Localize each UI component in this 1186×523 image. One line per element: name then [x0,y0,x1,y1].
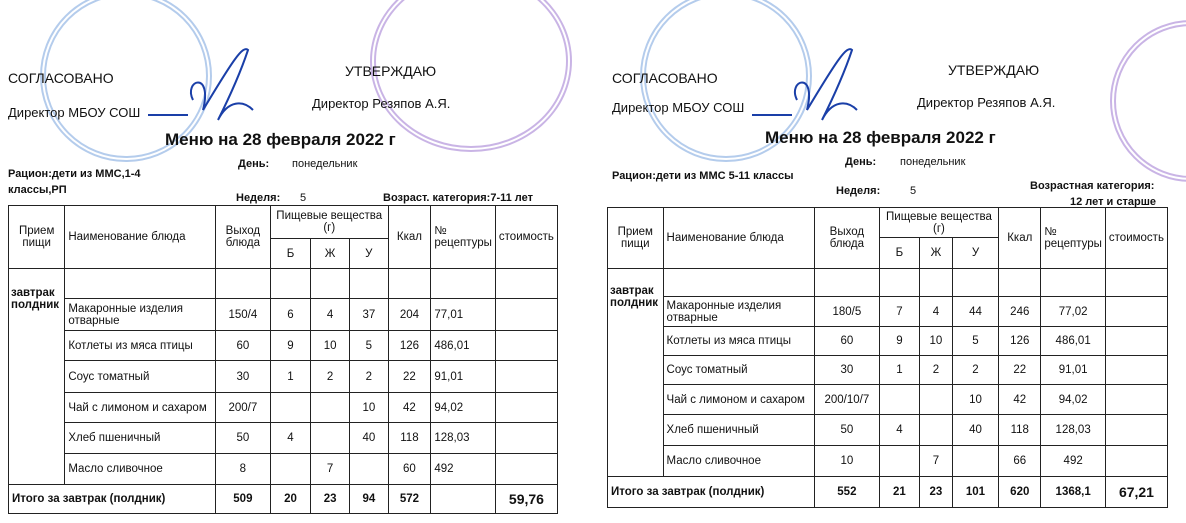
fat [920,415,953,446]
director-school: Директор МБОУ СОШ [8,105,141,120]
header-b: Б [271,239,311,269]
cost [1105,446,1167,477]
dish-name: Чай с лимоном и сахаром [65,393,215,423]
dish-name: Хлеб пшеничный [663,415,814,446]
day-label: День: [845,156,877,168]
fat: 10 [311,331,350,361]
total-row [9,485,558,514]
stamp-right-entrepreneur [1110,20,1186,182]
carbs: 5 [952,327,998,356]
protein: 1 [271,361,311,393]
yield: 50 [815,415,880,446]
fat: 4 [920,297,953,327]
kcal: 22 [999,356,1041,385]
fat [311,423,350,454]
day-value: понедельник [900,156,966,168]
header-yield: Выход блюда [215,206,270,269]
director-name: Директор Резяпов А.Я. [312,96,451,111]
yield: 30 [215,361,270,393]
approved-label: УТВЕРЖДАЮ [948,62,1040,78]
dish-name: Котлеты из мяса птицы [663,327,814,356]
protein [271,454,311,485]
menu-title: Меню на 28 февраля 2022 г [765,128,996,147]
recipe-number: 486,01 [1041,327,1106,356]
dish-name: Чай с лимоном и сахаром [663,385,814,415]
table-row [9,454,558,485]
carbs: 10 [350,393,388,423]
meal-cell [608,446,664,477]
kcal: 118 [388,423,431,454]
kcal: 126 [999,327,1041,356]
week-label: Неделя: [836,185,881,197]
dish-name: Масло сливочное [663,446,814,477]
cost [495,423,557,454]
empty-cell [920,269,953,297]
meal-cell [608,415,664,446]
empty-cell [350,269,388,299]
total-yield: 552 [815,477,880,508]
empty-cell [495,269,557,299]
meal-cell [608,385,664,415]
table-row [608,356,1168,385]
recipe-number: 128,03 [431,423,496,454]
protein: 7 [879,297,919,327]
empty-cell [879,269,919,297]
empty-cell [388,269,431,299]
week-label: Неделя: [236,192,281,204]
age-category: Возраст. категория:7-11 лет [383,192,533,204]
yield: 200/10/7 [815,385,880,415]
table-row [9,423,558,454]
total-label: Итого за завтрак (полдник) [9,485,216,514]
protein [879,446,919,477]
carbs [350,454,388,485]
menu-title: Меню на 28 февраля 2022 г [165,130,396,149]
header-zh: Ж [920,238,953,269]
yield: 30 [815,356,880,385]
table-row [608,297,1168,327]
director-name: Директор Резяпов А.Я. [917,95,1056,110]
yield: 200/7 [215,393,270,423]
empty-cell [999,269,1041,297]
empty-cell [65,269,215,299]
empty-cell [663,269,814,297]
dish-name: Котлеты из мяса птицы [65,331,215,361]
header-kcal: Ккал [388,206,431,269]
carbs: 40 [952,415,998,446]
cost [1105,415,1167,446]
table-row [608,385,1168,415]
protein [271,393,311,423]
header-nutrients: Пищевые вещества (г) [879,208,998,238]
kcal: 60 [388,454,431,485]
total-protein: 20 [271,485,311,514]
recipe-number: 486,01 [431,331,496,361]
header-yield: Выход блюда [815,208,880,269]
cost [1105,356,1167,385]
cost [495,299,557,331]
total-protein: 21 [879,477,919,508]
approved-label: УТВЕРЖДАЮ [345,63,437,79]
yield: 150/4 [215,299,270,331]
menu-table [607,207,1168,508]
fat [920,385,953,415]
fat: 10 [920,327,953,356]
meal-name-breakfast: завтрак [9,269,65,299]
protein: 9 [879,327,919,356]
dish-name: Макаронные изделия отварные [65,299,215,331]
cost [1105,297,1167,327]
empty-cell [815,269,880,297]
agreed-label: СОГЛАСОВАНО [8,70,114,86]
recipe-number: 492 [1041,446,1106,477]
meal-cell [9,361,65,393]
protein: 4 [879,415,919,446]
total-cost: 67,21 [1105,477,1167,508]
header-b: Б [879,238,919,269]
header-zh: Ж [311,239,350,269]
week-value: 5 [300,192,307,204]
kcal: 42 [388,393,431,423]
cost [495,454,557,485]
total-recipe: 1368,1 [1041,477,1106,508]
protein: 9 [271,331,311,361]
header-u: У [952,238,998,269]
day-value: понедельник [292,158,358,170]
protein: 4 [271,423,311,454]
carbs [952,446,998,477]
recipe-number: 91,01 [1041,356,1106,385]
table-row [9,393,558,423]
kcal: 126 [388,331,431,361]
total-fat: 23 [311,485,350,514]
total-cost: 59,76 [495,485,557,514]
recipe-number: 77,02 [1041,297,1106,327]
yield: 60 [215,331,270,361]
empty-cell [311,269,350,299]
protein: 6 [271,299,311,331]
meal-cell [608,327,664,356]
header-u: У [350,239,388,269]
table-row [608,327,1168,356]
recipe-number: 492 [431,454,496,485]
kcal: 42 [999,385,1041,415]
carbs: 2 [952,356,998,385]
kcal: 118 [999,415,1041,446]
meal-cell [9,393,65,423]
ration-label: Рацион:дети из ММС 5-11 классы [612,170,794,182]
table-row [608,415,1168,446]
empty-cell [431,269,496,299]
meal-cell [9,454,65,485]
ration-label: Рацион:дети из ММС,1-4 [8,168,141,180]
header-kcal: Ккал [999,208,1041,269]
empty-cell [1041,269,1106,297]
dish-name: Хлеб пшеничный [65,423,215,454]
header-cost: стоимость [495,206,557,269]
kcal: 66 [999,446,1041,477]
carbs: 2 [350,361,388,393]
empty-cell [1105,269,1167,297]
director-signature [143,40,263,130]
kcal: 22 [388,361,431,393]
carbs: 10 [952,385,998,415]
kcal: 204 [388,299,431,331]
age-category-2: 12 лет и старше [1070,196,1156,208]
table-row [9,299,558,331]
meal-name-snack: полдник [9,299,65,331]
yield: 10 [815,446,880,477]
protein: 1 [879,356,919,385]
yield: 60 [815,327,880,356]
cost [1105,385,1167,415]
cost [495,393,557,423]
fat: 4 [311,299,350,331]
carbs: 5 [350,331,388,361]
header-recipe: № рецептуры [431,206,496,269]
header-recipe: № рецептуры [1041,208,1106,269]
dish-name: Макаронные изделия отварные [663,297,814,327]
empty-cell [215,269,270,299]
carbs: 44 [952,297,998,327]
director-signature [747,40,867,130]
total-carbs: 94 [350,485,388,514]
header-meal: Прием пищи [9,206,65,269]
header-meal: Прием пищи [608,208,664,269]
fat: 2 [920,356,953,385]
protein [879,385,919,415]
fat: 7 [920,446,953,477]
yield: 180/5 [815,297,880,327]
total-recipe [431,485,496,514]
director-school: Директор МБОУ СОШ [612,100,745,115]
total-carbs: 101 [952,477,998,508]
week-value: 5 [910,185,917,197]
table-row [9,361,558,393]
meal-name-snack: полдник [608,297,664,327]
cost [495,361,557,393]
dish-name: Соус томатный [663,356,814,385]
header-dish: Наименование блюда [663,208,814,269]
carbs: 40 [350,423,388,454]
kcal: 246 [999,297,1041,327]
empty-cell [271,269,311,299]
meal-cell [9,423,65,454]
fat: 2 [311,361,350,393]
header-nutrients: Пищевые вещества (г) [271,206,389,239]
dish-name: Соус томатный [65,361,215,393]
empty-cell [952,269,998,297]
total-kcal: 620 [999,477,1041,508]
carbs: 37 [350,299,388,331]
meal-cell [608,356,664,385]
agreed-label: СОГЛАСОВАНО [612,70,718,86]
age-category: Возрастная категория: [1030,180,1155,192]
total-label: Итого за завтрак (полдник) [608,477,815,508]
recipe-number: 91,01 [431,361,496,393]
meal-name-breakfast: завтрак [608,269,664,297]
total-row [608,477,1168,508]
total-kcal: 572 [388,485,431,514]
table-row [608,446,1168,477]
recipe-number: 94,02 [431,393,496,423]
fat: 7 [311,454,350,485]
yield: 50 [215,423,270,454]
table-row [9,331,558,361]
menu-table [8,205,558,514]
meal-cell [9,331,65,361]
yield: 8 [215,454,270,485]
total-fat: 23 [920,477,953,508]
fat [311,393,350,423]
ration-label-2: классы,РП [8,184,67,196]
cost [1105,327,1167,356]
day-label: День: [238,158,270,170]
recipe-number: 77,01 [431,299,496,331]
recipe-number: 128,03 [1041,415,1106,446]
cost [495,331,557,361]
total-yield: 509 [215,485,270,514]
dish-name: Масло сливочное [65,454,215,485]
recipe-number: 94,02 [1041,385,1106,415]
header-dish: Наименование блюда [65,206,215,269]
header-cost: стоимость [1105,208,1167,269]
